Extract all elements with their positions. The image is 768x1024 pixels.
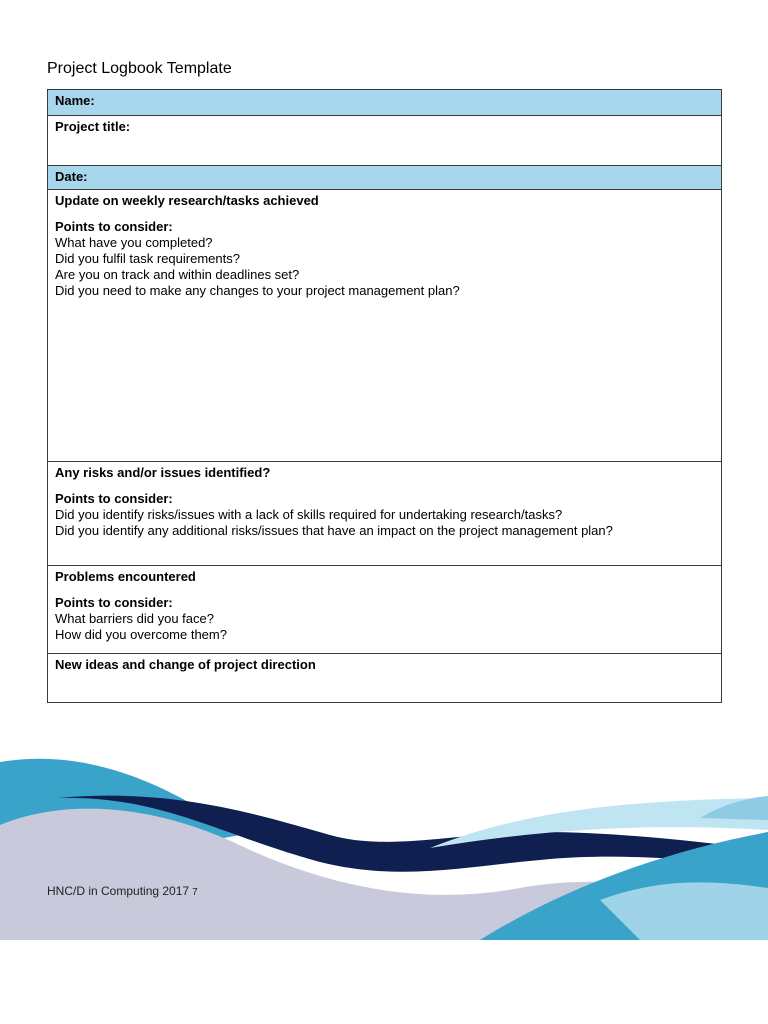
problems-section (48, 565, 721, 653)
page-title: Project Logbook Template (47, 60, 232, 77)
update-point: Did you fulfil task requirements? (55, 251, 240, 266)
logbook-table (47, 89, 722, 703)
update-points-heading: Points to consider: (55, 219, 173, 234)
update-point: Are you on track and within deadlines set? (55, 267, 300, 282)
update-point: Did you need to make any changes to your project management plan? (55, 283, 460, 298)
risks-points-heading: Points to consider: (55, 491, 173, 506)
risks-heading: Any risks and/or issues identified? (55, 465, 271, 480)
problems-point: What barriers did you face? (55, 611, 214, 626)
update-point: What have you completed? (55, 235, 213, 250)
date-label: Date: (55, 169, 88, 184)
wave-decoration (0, 740, 768, 940)
problems-points-heading: Points to consider: (55, 595, 173, 610)
date-row (48, 165, 721, 189)
update-section (48, 189, 721, 461)
update-heading: Update on weekly research/tasks achieved (55, 193, 319, 208)
risks-point: Did you identify any additional risks/issues that have an impact on the project management plan? (55, 523, 613, 538)
name-row (48, 90, 721, 115)
problems-heading: Problems encountered (55, 569, 196, 584)
risks-point: Did you identify risks/issues with a lack of skills required for undertaking research/tasks? (55, 507, 563, 522)
ideas-heading: New ideas and change of project direction (55, 657, 316, 672)
problems-point: How did you overcome them? (55, 627, 227, 642)
project-title-label: Project title: (55, 119, 131, 134)
risks-section (48, 461, 721, 565)
project-title-row (48, 115, 721, 165)
footer-text: HNC/D in Computing 2017 (47, 884, 190, 898)
ideas-section (48, 653, 721, 702)
page-number: 7 (192, 887, 198, 898)
name-label: Name: (55, 93, 95, 108)
footer (47, 884, 198, 900)
